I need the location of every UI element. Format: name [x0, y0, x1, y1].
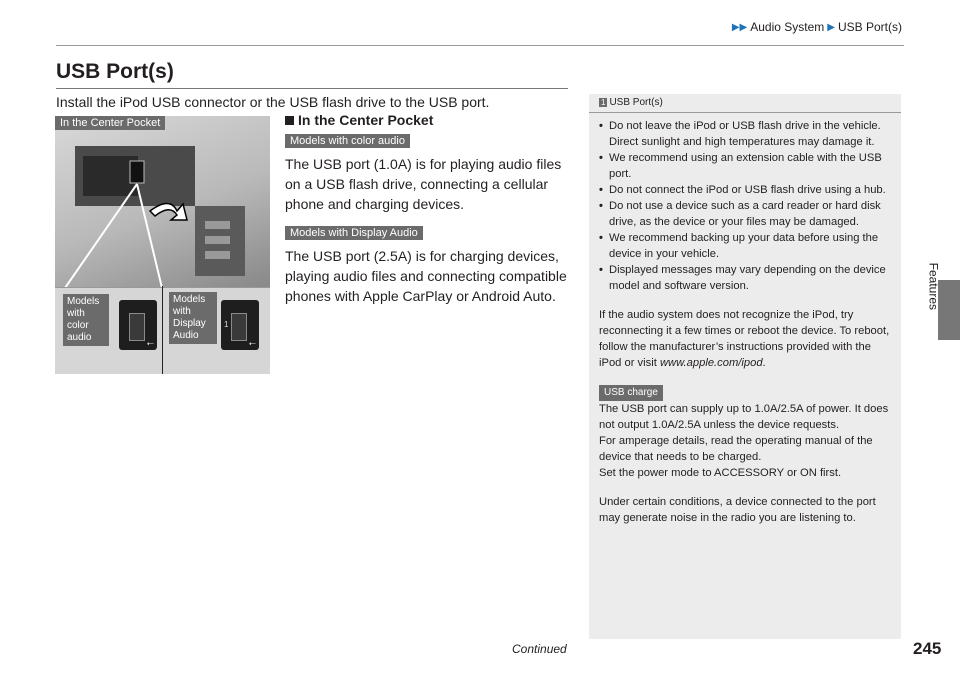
main-column: [285, 112, 570, 306]
usb-icon: ⭠: [146, 338, 154, 348]
usb-icon: ⭠: [248, 338, 256, 348]
breadcrumb-part[interactable]: Audio System: [750, 20, 825, 34]
page-number: 245: [913, 639, 942, 658]
usb-charge-tag: USB charge: [599, 385, 663, 401]
header-rule: [56, 45, 904, 46]
list-item: • We recommend backing up your data before using the device in your vehicle.: [599, 230, 891, 262]
list-item: • Do not connect the iPod or USB flash drive using a hub.: [599, 182, 891, 198]
side-tab-marker: [938, 280, 960, 340]
side-tab-label: Features: [926, 262, 940, 310]
section-heading: [285, 112, 570, 128]
model-tag: Models with Display Audio: [285, 226, 423, 240]
arrow-icon: ▶: [827, 21, 835, 33]
breadcrumb: [732, 20, 902, 34]
usb-port-display-audio: [221, 300, 259, 350]
note-number: 1: [601, 98, 606, 107]
continued-label: Continued: [512, 642, 567, 656]
list-item: • We recommend using an extension cable with the USB port.: [599, 150, 891, 182]
port-label-display-audio: Models with Display Audio: [169, 292, 217, 344]
port-label-color-audio: Models with color audio: [63, 294, 109, 346]
list-item: • Do not leave the iPod or USB flash drive in the vehicle. Direct sunlight and high temperatures may damage it.: [599, 118, 891, 150]
list-item: • Do not use a device such as a card reader or hard disk drive, as the device or your files may be damaged.: [599, 198, 891, 230]
title-rule: [56, 88, 568, 89]
sidebar-note: [589, 94, 901, 639]
sidebar-header: [589, 94, 901, 113]
bullet-list: [599, 118, 891, 294]
sidebar-title: USB Port(s): [609, 97, 663, 108]
model-tag: Models with color audio: [285, 134, 410, 148]
paragraph: Set the power mode to ACCESSORY or ON first.: [599, 467, 842, 479]
square-bullet-icon: [285, 116, 294, 125]
usb-port-photo: [55, 116, 270, 374]
usb-port-color-audio: [119, 300, 157, 350]
paragraph: The USB port (2.5A) is for charging devices, playing audio files and connecting compatible phones with Apple CarPlay or Android Auto.: [285, 248, 567, 304]
page-title: USB Port(s): [56, 60, 174, 83]
paragraph: The USB port (1.0A) is for playing audio files on a USB flash drive, connecting a cellular phone and charging devices.: [285, 156, 562, 212]
list-item: • Displayed messages may vary depending on the device model and software version.: [599, 262, 891, 294]
paragraph: If the audio system does not recognize the iPod, try reconnecting it a few times or reboot the device. To reboot, follow the manufacturer’s instructions provided with the iPod or visit www.apple.com/ipod.: [599, 309, 890, 369]
intro-text: Install the iPod USB connector or the USB flash drive to the USB port.: [56, 94, 490, 110]
apple-link[interactable]: www.apple.com/ipod: [659, 357, 763, 369]
divider: [162, 286, 163, 374]
console-illustration: [55, 116, 270, 288]
paragraph: Under certain conditions, a device connected to the port may generate noise in the radio you are listening to.: [599, 496, 876, 524]
section-heading-text: In the Center Pocket: [298, 112, 434, 128]
figure-tag: In the Center Pocket: [55, 116, 165, 130]
breadcrumb-part[interactable]: USB Port(s): [837, 20, 902, 34]
paragraph: The USB port can supply up to 1.0A/2.5A of power. It does not output 1.0A/2.5A unless the device requests.: [599, 403, 889, 431]
arrow-icon: ▶▶: [731, 21, 748, 33]
paragraph: For amperage details, read the operating manual of the device that needs to be charged.: [599, 435, 873, 463]
port-mark: 1: [224, 320, 229, 329]
